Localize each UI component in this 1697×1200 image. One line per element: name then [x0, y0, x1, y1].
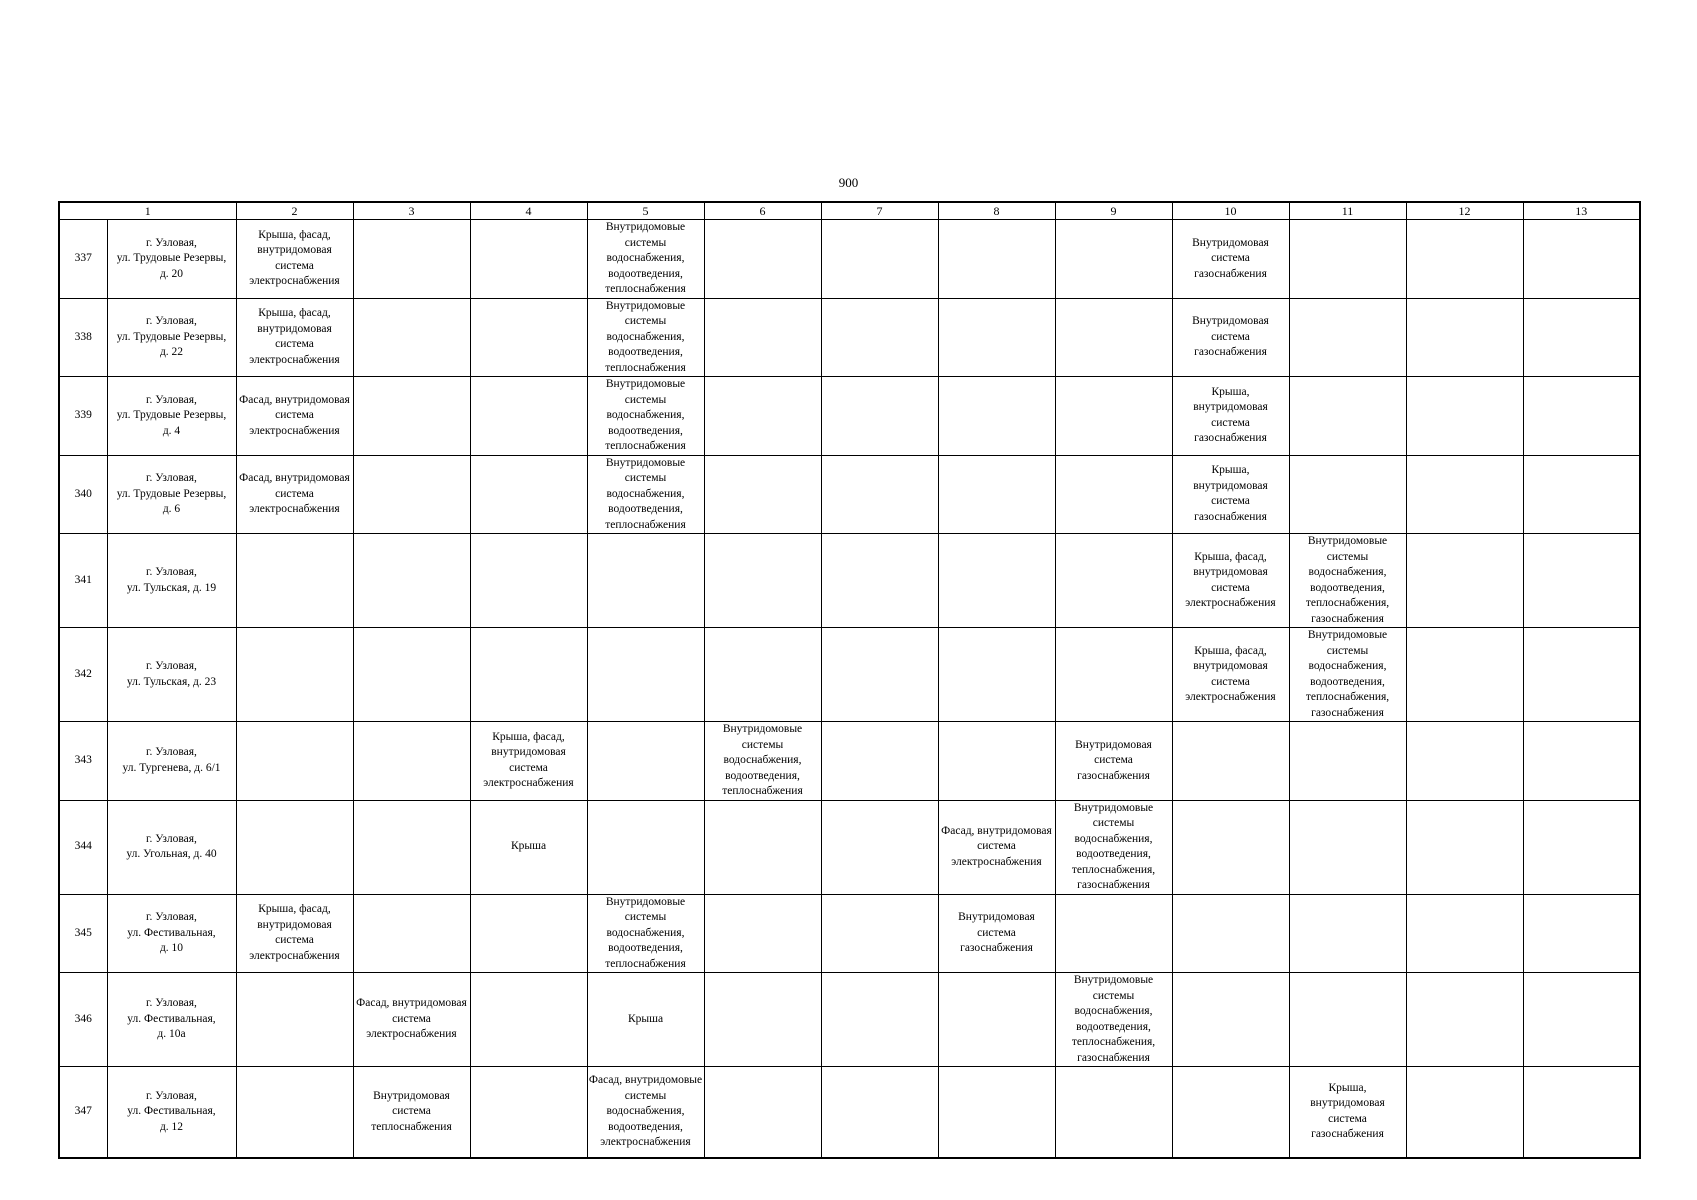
address-line: д. 20 [159, 267, 184, 280]
work-cell-col-7 [821, 534, 938, 628]
work-cell-col-3 [353, 455, 470, 534]
work-text: Внутридомовые системы водоснабжения, водоотведения, теплоснабжения, газоснабжения [1071, 974, 1156, 1064]
column-header: 10 [1172, 202, 1289, 220]
work-cell-col-11 [1289, 722, 1406, 801]
work-cell-col-2 [236, 220, 353, 299]
address-line: г. Узловая, [146, 660, 197, 672]
work-text: Внутридомовая система газоснабжения [1075, 738, 1152, 782]
work-text: Внутридомовая система газоснабжения [1192, 236, 1269, 280]
work-cell-col-9 [1055, 1067, 1172, 1158]
work-cell-col-6 [704, 1067, 821, 1158]
row-number-cell: 346 [59, 973, 107, 1067]
column-header: 6 [704, 202, 821, 220]
work-text: Фасад, внутридомовая система электроснабжения [239, 393, 350, 437]
work-cell-col-8 [938, 628, 1055, 722]
work-cell-col-3 [353, 800, 470, 894]
work-cell-col-7 [821, 800, 938, 894]
work-cell-col-10 [1172, 534, 1289, 628]
work-text: Внутридомовые системы водоснабжения, водоотведения, теплоснабжения [722, 723, 803, 797]
work-cell-col-3 [353, 534, 470, 628]
address-line: д. 6 [162, 503, 181, 515]
column-header: 7 [821, 202, 938, 220]
column-header: 8 [938, 202, 1055, 220]
work-cell-col-6 [704, 800, 821, 894]
work-cell-col-11 [1289, 800, 1406, 894]
work-cell-col-10 [1172, 722, 1289, 801]
address-line: г. Узловая, [146, 911, 197, 923]
work-cell-col-8 [938, 298, 1055, 377]
work-cell-col-6 [704, 298, 821, 377]
work-cell-col-12 [1406, 800, 1523, 894]
work-cell-col-9 [1055, 298, 1172, 377]
address-line: д. 22 [159, 346, 184, 358]
work-text: Фасад, внутридомовая система электроснабжения [356, 997, 467, 1041]
work-cell-col-10 [1172, 377, 1289, 456]
work-cell-col-4 [470, 800, 587, 894]
work-cell-col-3 [353, 298, 470, 377]
work-cell-col-13 [1523, 894, 1640, 973]
address-line: ул. Тульская, д. 19 [126, 581, 217, 594]
address-cell [107, 455, 236, 534]
work-cell-col-5 [587, 220, 704, 299]
table-row [59, 628, 1640, 722]
work-cell-col-3 [353, 377, 470, 456]
work-text: Внутридомовые системы водоснабжения, водоотведения, теплоснабжения, газоснабжения [1305, 535, 1390, 625]
work-text: Внутридомовая система газоснабжения [1192, 315, 1269, 358]
work-cell-col-6 [704, 534, 821, 628]
work-text: Крыша, фасад, внутридомовая система электроснабжения [1185, 550, 1276, 609]
address-line: г. Узловая, [146, 746, 197, 759]
work-text: Фасад, внутридомовые системы водоснабжения, водоотведения, электроснабжения [588, 1074, 703, 1148]
address-line: ул. Тургенева, д. 6/1 [122, 761, 221, 774]
work-cell-col-4 [470, 1067, 587, 1158]
column-header: 12 [1406, 202, 1523, 220]
work-text: Крыша, фасад, внутридомовая система электроснабжения [249, 903, 340, 962]
work-text: Фасад, внутридомовая система электроснабжения [941, 824, 1052, 868]
table-row [59, 973, 1640, 1067]
address-line: ул. Трудовые Резервы, [116, 252, 227, 264]
work-cell-col-10 [1172, 800, 1289, 894]
address-line: г. Узловая, [146, 997, 197, 1010]
work-cell-col-4 [470, 894, 587, 973]
work-cell-col-11 [1289, 455, 1406, 534]
column-header: 4 [470, 202, 587, 220]
work-cell-col-4 [470, 220, 587, 299]
column-number-row [59, 202, 1640, 220]
work-cell-col-11 [1289, 628, 1406, 722]
work-cell-col-5 [587, 973, 704, 1067]
work-cell-col-4 [470, 455, 587, 534]
row-number-cell: 341 [59, 534, 107, 628]
work-cell-col-10 [1172, 1067, 1289, 1158]
work-cell-col-13 [1523, 973, 1640, 1067]
address-cell [107, 377, 236, 456]
work-cell-col-8 [938, 800, 1055, 894]
work-cell-col-10 [1172, 628, 1289, 722]
address-line: г. Узловая, [146, 1089, 197, 1102]
work-cell-col-5 [587, 722, 704, 801]
work-cell-col-8 [938, 722, 1055, 801]
work-cell-col-3 [353, 973, 470, 1067]
row-number-cell: 344 [59, 800, 107, 894]
work-cell-col-5 [587, 894, 704, 973]
work-cell-col-6 [704, 628, 821, 722]
work-cell-col-12 [1406, 722, 1523, 801]
work-text: Крыша, фасад, внутридомовая система электроснабжения [483, 730, 574, 790]
work-cell-col-2 [236, 722, 353, 801]
work-cell-col-11 [1289, 1067, 1406, 1158]
address-cell [107, 220, 236, 299]
address-cell [107, 628, 236, 722]
work-text: Крыша, фасад, внутридомовая система электроснабжения [249, 228, 340, 288]
work-cell-col-4 [470, 534, 587, 628]
work-cell-col-11 [1289, 894, 1406, 973]
work-text: Внутридомовая система газоснабжения [958, 911, 1035, 954]
table-row [59, 220, 1640, 299]
work-cell-col-13 [1523, 298, 1640, 377]
work-cell-col-7 [821, 628, 938, 722]
table-row [59, 377, 1640, 456]
row-number-cell: 347 [59, 1067, 107, 1158]
column-header: 2 [236, 202, 353, 220]
address-cell [107, 800, 236, 894]
address-line: ул. Фестивальная, [127, 926, 216, 939]
work-cell-col-3 [353, 894, 470, 973]
row-number-cell: 342 [59, 628, 107, 722]
work-cell-col-2 [236, 377, 353, 456]
address-line: ул. Фестивальная, [127, 1012, 216, 1025]
work-text: Крыша, внутридомовая система газоснабжения [1310, 1081, 1385, 1141]
work-cell-col-6 [704, 455, 821, 534]
address-line: д. 4 [162, 424, 181, 437]
work-cell-col-2 [236, 534, 353, 628]
work-text: Внутридомовые системы водоснабжения, водоотведения, теплоснабжения [605, 378, 686, 452]
work-cell-col-5 [587, 298, 704, 377]
address-line: ул. Трудовые Резервы, [116, 487, 227, 500]
work-cell-col-6 [704, 894, 821, 973]
address-line: ул. Фестивальная, [127, 1105, 216, 1117]
work-cell-col-10 [1172, 455, 1289, 534]
work-cell-col-6 [704, 377, 821, 456]
work-cell-col-5 [587, 800, 704, 894]
work-cell-col-6 [704, 220, 821, 299]
address-line: г. Узловая, [146, 566, 197, 578]
work-cell-col-12 [1406, 220, 1523, 299]
work-text: Внутридомовые системы водоснабжения, водоотведения, теплоснабжения [605, 456, 686, 531]
work-cell-col-10 [1172, 298, 1289, 377]
address-line: ул. Трудовые Резервы, [116, 409, 227, 421]
work-text: Крыша [510, 840, 547, 853]
work-cell-col-9 [1055, 377, 1172, 456]
work-cell-col-9 [1055, 800, 1172, 894]
table-body [59, 220, 1640, 1158]
table-row [59, 800, 1640, 894]
table-row [59, 534, 1640, 628]
work-cell-col-9 [1055, 534, 1172, 628]
address-cell [107, 298, 236, 377]
work-cell-col-2 [236, 1067, 353, 1158]
address-line: д. 12 [159, 1120, 184, 1133]
column-header: 9 [1055, 202, 1172, 220]
work-cell-col-9 [1055, 722, 1172, 801]
work-cell-col-4 [470, 628, 587, 722]
work-cell-col-8 [938, 894, 1055, 973]
row-number-cell: 338 [59, 298, 107, 377]
work-cell-col-8 [938, 455, 1055, 534]
work-text: Внутридомовые системы водоснабжения, водоотведения, теплоснабжения, газоснабжения [1305, 629, 1390, 719]
address-line: д. 10а [157, 1028, 186, 1041]
work-cell-col-7 [821, 1067, 938, 1158]
work-cell-col-2 [236, 298, 353, 377]
work-text: Внутридомовая система теплоснабжения [371, 1089, 452, 1133]
work-cell-col-13 [1523, 377, 1640, 456]
work-cell-col-2 [236, 800, 353, 894]
row-number-cell: 337 [59, 220, 107, 299]
work-cell-col-3 [353, 628, 470, 722]
row-number-cell: 345 [59, 894, 107, 973]
work-cell-col-4 [470, 722, 587, 801]
work-cell-col-12 [1406, 894, 1523, 973]
work-cell-col-11 [1289, 534, 1406, 628]
work-cell-col-8 [938, 220, 1055, 299]
work-cell-col-5 [587, 628, 704, 722]
work-cell-col-7 [821, 298, 938, 377]
work-cell-col-8 [938, 1067, 1055, 1158]
work-cell-col-12 [1406, 455, 1523, 534]
work-cell-col-10 [1172, 894, 1289, 973]
work-cell-col-7 [821, 973, 938, 1067]
work-cell-col-7 [821, 722, 938, 801]
work-cell-col-10 [1172, 973, 1289, 1067]
work-cell-col-13 [1523, 1067, 1640, 1158]
work-text: Внутридомовые системы водоснабжения, водоотведения, теплоснабжения, газоснабжения [1071, 801, 1156, 891]
work-text: Фасад, внутридомовая система электроснабжения [239, 472, 350, 515]
address-cell [107, 534, 236, 628]
column-header: 11 [1289, 202, 1406, 220]
work-cell-col-7 [821, 455, 938, 534]
work-cell-col-2 [236, 628, 353, 722]
work-text: Внутридомовые системы водоснабжения, водоотведения, теплоснабжения [605, 895, 686, 970]
address-line: ул. Тульская, д. 23 [126, 675, 217, 688]
page-number: 900 [838, 175, 859, 190]
work-cell-col-8 [938, 534, 1055, 628]
work-cell-col-11 [1289, 377, 1406, 456]
work-cell-col-6 [704, 722, 821, 801]
work-cell-col-13 [1523, 628, 1640, 722]
column-header: 5 [587, 202, 704, 220]
work-cell-col-11 [1289, 973, 1406, 1067]
work-cell-col-13 [1523, 455, 1640, 534]
work-cell-col-13 [1523, 722, 1640, 801]
work-cell-col-3 [353, 722, 470, 801]
table-row [59, 722, 1640, 801]
work-text: Крыша, внутридомовая система газоснабжения [1193, 385, 1268, 445]
row-number-cell: 339 [59, 377, 107, 456]
work-text: Крыша, фасад, внутридомовая система электроснабжения [249, 307, 340, 366]
address-line: г. Узловая, [146, 472, 197, 484]
column-header: 3 [353, 202, 470, 220]
work-cell-col-8 [938, 973, 1055, 1067]
address-cell [107, 1067, 236, 1158]
address-line: ул. Трудовые Резервы, [116, 330, 227, 343]
work-cell-col-5 [587, 1067, 704, 1158]
work-text: Внутридомовые системы водоснабжения, водоотведения, теплоснабжения [605, 299, 686, 374]
address-line: г. Узловая, [146, 236, 197, 249]
work-text: Крыша, фасад, внутридомовая система электроснабжения [1185, 644, 1276, 703]
address-line: г. Узловая, [146, 315, 197, 327]
table-row [59, 455, 1640, 534]
work-cell-col-10 [1172, 220, 1289, 299]
work-cell-col-9 [1055, 628, 1172, 722]
work-cell-col-3 [353, 220, 470, 299]
work-cell-col-5 [587, 377, 704, 456]
address-line: д. 10 [159, 942, 184, 954]
table-row [59, 1067, 1640, 1158]
row-number-cell: 343 [59, 722, 107, 801]
work-cell-col-2 [236, 973, 353, 1067]
work-cell-col-12 [1406, 973, 1523, 1067]
address-cell [107, 894, 236, 973]
work-cell-col-12 [1406, 377, 1523, 456]
table-row [59, 298, 1640, 377]
work-cell-col-2 [236, 894, 353, 973]
work-cell-col-9 [1055, 220, 1172, 299]
work-cell-col-9 [1055, 455, 1172, 534]
column-header: 13 [1523, 202, 1640, 220]
address-cell [107, 722, 236, 801]
work-cell-col-11 [1289, 298, 1406, 377]
work-cell-col-7 [821, 894, 938, 973]
work-text: Внутридомовые системы водоснабжения, водоотведения, теплоснабжения [605, 221, 686, 295]
work-cell-col-2 [236, 455, 353, 534]
work-cell-col-8 [938, 377, 1055, 456]
work-cell-col-5 [587, 534, 704, 628]
repair-schedule-table [58, 201, 1641, 1159]
work-cell-col-12 [1406, 628, 1523, 722]
column-header: 1 [59, 202, 236, 220]
row-number-cell: 340 [59, 455, 107, 534]
work-cell-col-5 [587, 455, 704, 534]
address-line: г. Узловая, [146, 393, 197, 406]
work-cell-col-4 [470, 377, 587, 456]
table-row [59, 894, 1640, 973]
work-cell-col-13 [1523, 800, 1640, 894]
work-text: Крыша [627, 1012, 664, 1025]
work-cell-col-9 [1055, 894, 1172, 973]
work-cell-col-13 [1523, 220, 1640, 299]
work-cell-col-6 [704, 973, 821, 1067]
work-cell-col-7 [821, 220, 938, 299]
work-cell-col-12 [1406, 534, 1523, 628]
work-text: Крыша, внутридомовая система газоснабжения [1193, 464, 1268, 523]
work-cell-col-9 [1055, 973, 1172, 1067]
address-line: ул. Угольная, д. 40 [126, 848, 217, 860]
work-cell-col-7 [821, 377, 938, 456]
address-line: г. Узловая, [146, 832, 197, 845]
work-cell-col-11 [1289, 220, 1406, 299]
work-cell-col-13 [1523, 534, 1640, 628]
work-cell-col-12 [1406, 1067, 1523, 1158]
work-cell-col-4 [470, 298, 587, 377]
work-cell-col-4 [470, 973, 587, 1067]
work-cell-col-12 [1406, 298, 1523, 377]
work-cell-col-3 [353, 1067, 470, 1158]
address-cell [107, 973, 236, 1067]
